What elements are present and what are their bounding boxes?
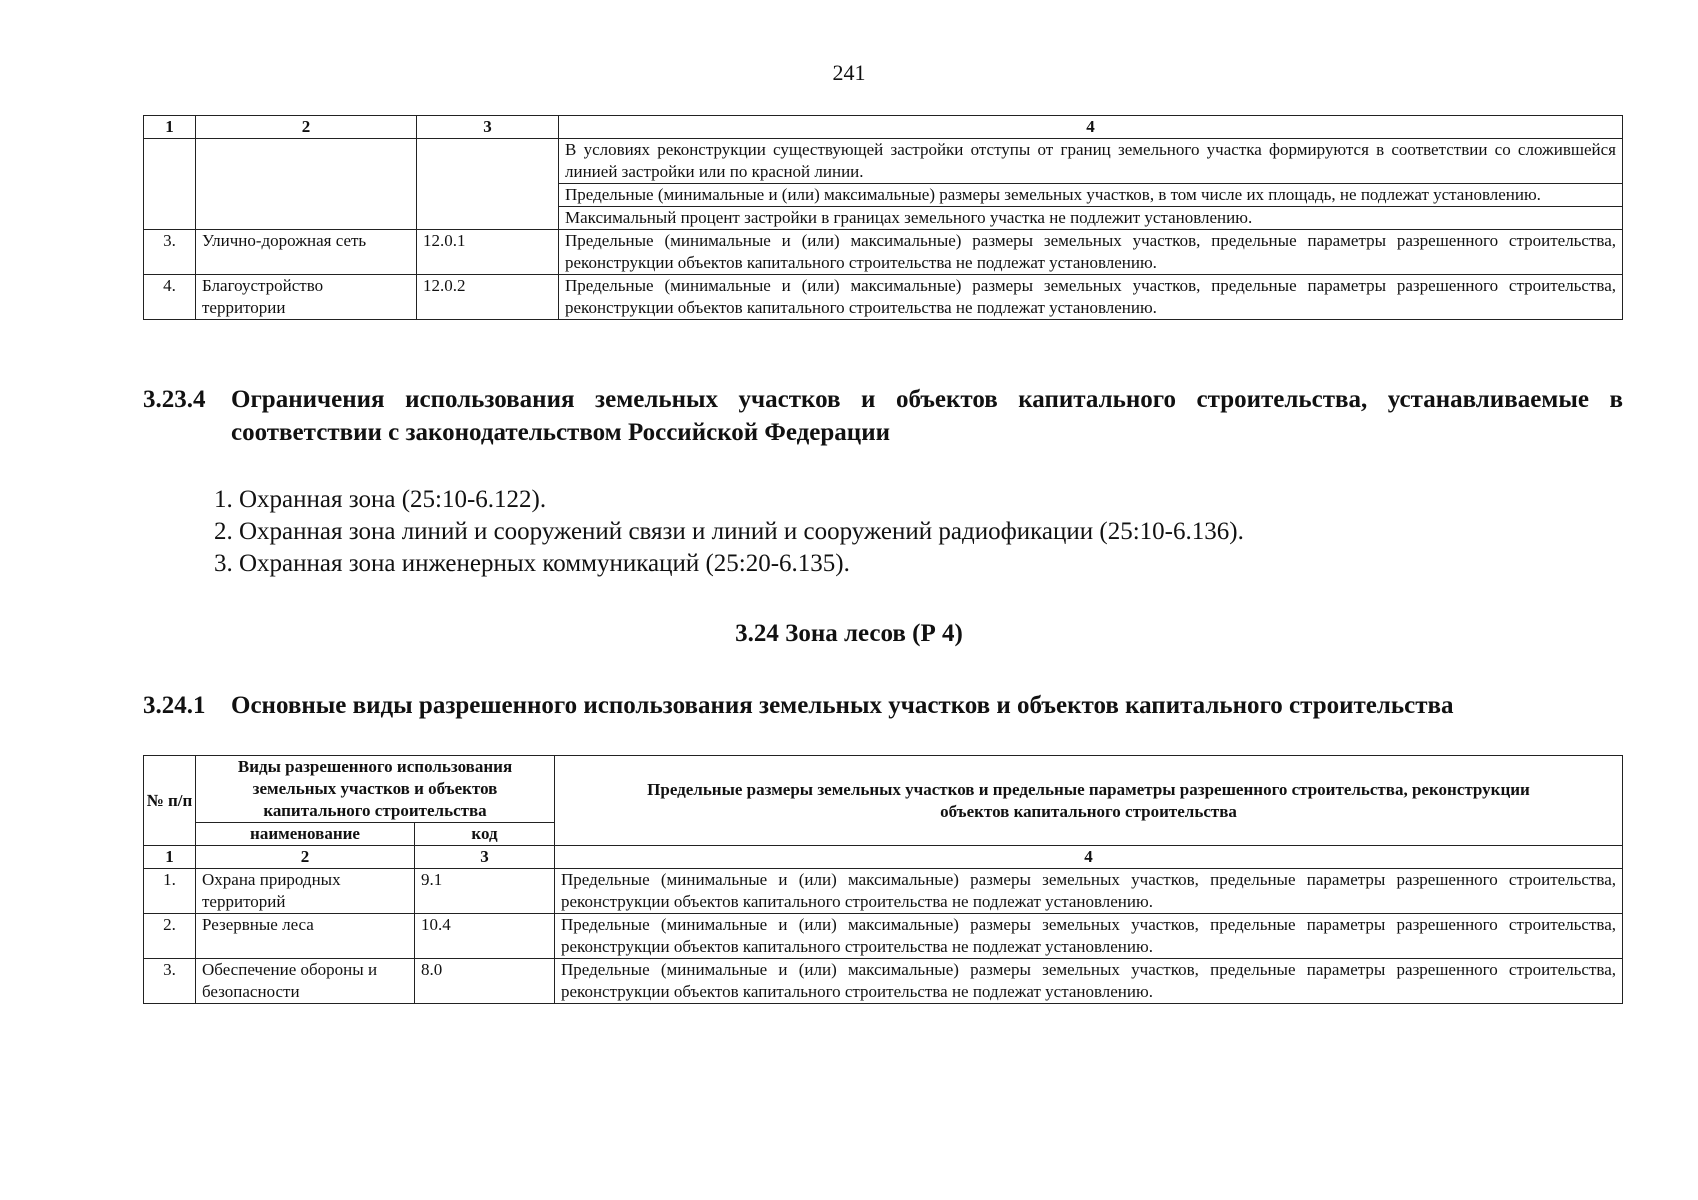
zone-title: 3.24 Зона лесов (Р 4): [735, 620, 963, 647]
table-row: [144, 914, 1623, 959]
table-cell-code: 8.0: [415, 959, 555, 1004]
table-cell-params: Предельные (минимальные и (или) максимальные) размеры земельных участков, предельные параметры разрешенного строительства, реконструкции объектов капитального строительства не подлежат установлению.: [559, 275, 1623, 320]
table-cell-code: 10.4: [415, 914, 555, 959]
table-row: [144, 139, 1623, 184]
column-number-1: 1: [144, 116, 196, 139]
table-cell-params: Предельные (минимальные и (или) максимальные) размеры земельных участков, предельные параметры разрешенного строительства, реконструкции объектов капитального строительства не подлежат установлению.: [555, 914, 1623, 959]
permitted-use-table: [143, 755, 1623, 1004]
table-cell-name: [196, 139, 417, 230]
table-cell-num: 4.: [144, 275, 196, 320]
list-item: 1. Охранная зона (25:10-6.122).: [214, 486, 547, 513]
table-header-row: [144, 846, 1623, 869]
list-item: 3. Охранная зона инженерных коммуникаций (25:20-6.135).: [214, 550, 850, 577]
table-cell-name: Охрана природных территорий: [196, 869, 415, 914]
permitted-use-table-continued: [143, 115, 1623, 320]
column-number-3: 3: [415, 846, 555, 869]
restrictions-list: [214, 484, 1614, 580]
table-cell-name: Благоустройство территории: [196, 275, 417, 320]
table-cell-num: 1.: [144, 869, 196, 914]
table-cell-code: 12.0.1: [417, 230, 559, 275]
header-code: код: [415, 823, 555, 846]
table-row: [144, 230, 1623, 275]
section-heading-3-23-4: [143, 383, 1623, 449]
table-cell-name: Обеспечение обороны и безопасности: [196, 959, 415, 1004]
section-heading-3-24-1: [143, 689, 1623, 722]
table-header-row: [144, 116, 1623, 139]
section-number: 3.24.1: [143, 692, 206, 719]
table-cell-name: Улично-дорожная сеть: [196, 230, 417, 275]
table-cell-code: 12.0.2: [417, 275, 559, 320]
table-cell-params: В условиях реконструкции существующей застройки отступы от границ земельного участка формируются в соответствии со сложившейся линией застройки или по красной линии.: [559, 139, 1623, 184]
section-title: Ограничения использования земельных участков и объектов капитального строительства, устанавливаемые в соответствии с законодательством Российской Федерации: [231, 386, 1623, 446]
table-row: [144, 959, 1623, 1004]
header-params: Предельные размеры земельных участков и предельные параметры разрешенного строительства, реконструкции объектов капитального строительства: [555, 756, 1623, 846]
table-cell-num: 2.: [144, 914, 196, 959]
page-number: 241: [832, 60, 866, 85]
table-cell-num: 3.: [144, 959, 196, 1004]
table-cell-params: Предельные (минимальные и (или) максимальные) размеры земельных участков, предельные параметры разрешенного строительства, реконструкции объектов капитального строительства не подлежат установлению.: [555, 869, 1623, 914]
table-cell-name: Резервные леса: [196, 914, 415, 959]
column-number-2: 2: [196, 846, 415, 869]
header-types: Виды разрешенного использования земельных участков и объектов капитального строительства: [196, 756, 555, 823]
table-header-row: [144, 756, 1623, 823]
table-cell-params: Предельные (минимальные и (или) максимальные) размеры земельных участков, предельные параметры разрешенного строительства, реконструкции объектов капитального строительства не подлежат установлению.: [555, 959, 1623, 1004]
table-cell-num: [144, 139, 196, 230]
table-cell-params: Предельные (минимальные и (или) максимальные) размеры земельных участков, в том числе их площадь, не подлежат установлению.: [559, 184, 1623, 207]
column-number-4: 4: [555, 846, 1623, 869]
header-name: наименование: [196, 823, 415, 846]
table-row: [144, 869, 1623, 914]
header-num: № п/п: [144, 756, 196, 846]
table-row: [144, 275, 1623, 320]
table-cell-code: [417, 139, 559, 230]
section-title: Основные виды разрешенного использования земельных участков и объектов капитального строительства: [231, 692, 1454, 719]
list-item: 2. Охранная зона линий и сооружений связи и линий и сооружений радиофикации (25:10-6.136).: [214, 518, 1244, 545]
table-cell-code: 9.1: [415, 869, 555, 914]
column-number-2: 2: [196, 116, 417, 139]
column-number-4: 4: [559, 116, 1623, 139]
column-number-3: 3: [417, 116, 559, 139]
table-cell-num: 3.: [144, 230, 196, 275]
table-cell-params: Максимальный процент застройки в границах земельного участка не подлежит установлению.: [559, 207, 1623, 230]
column-number-1: 1: [144, 846, 196, 869]
table-cell-params: Предельные (минимальные и (или) максимальные) размеры земельных участков, предельные параметры разрешенного строительства, реконструкции объектов капитального строительства не подлежат установлению.: [559, 230, 1623, 275]
section-number: 3.23.4: [143, 386, 206, 413]
